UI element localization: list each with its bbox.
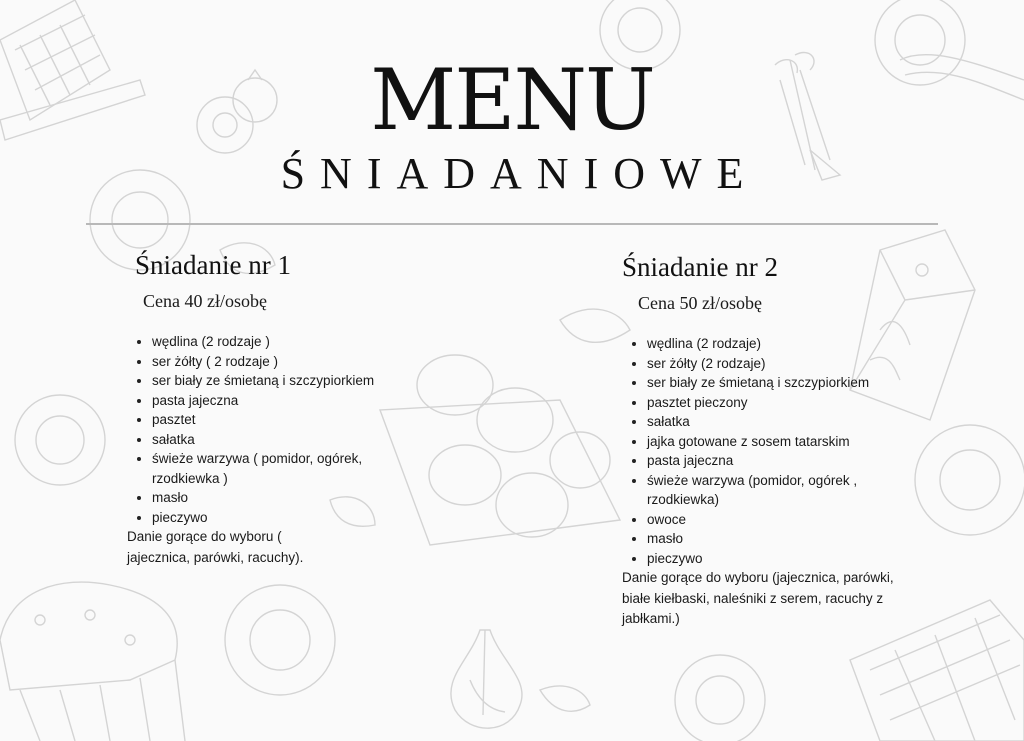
list-item: wędlina (2 rodzaje ) <box>127 332 447 352</box>
divider-line <box>86 223 938 225</box>
list-item: wędlina (2 rodzaje) <box>622 334 942 354</box>
list-item: pasta jajeczna <box>622 451 942 471</box>
breakfast-1-price: Cena 40 zł/osobę <box>143 291 267 311</box>
list-item: sałatka <box>127 430 447 450</box>
list-item: ser żółty (2 rodzaje) <box>622 354 942 374</box>
breakfast-2-hot-dish-note: Danie gorące do wyboru (jajecznica, parówki, białe kiełbaski, naleśniki z serem, racuchy z jabłkami.) <box>622 570 894 626</box>
list-item: pasztet <box>127 410 447 430</box>
list-item: pasztet pieczony <box>622 393 942 413</box>
list-item: ser biały ze śmietaną i szczypiorkiem <box>622 373 942 393</box>
list-item: masło <box>127 488 447 508</box>
list-item: masło <box>622 529 942 549</box>
menu-subtitle: ŚNIADANIOWE <box>280 149 759 198</box>
breakfast-1-section <box>127 248 447 568</box>
breakfast-2-items <box>622 334 942 568</box>
garlic-icon <box>451 630 590 728</box>
list-item: świeże warzywa ( pomidor, ogórek, rzodkiewka ) <box>127 449 402 488</box>
list-item: ser biały ze śmietaną i szczypiorkiem <box>127 371 447 391</box>
list-item: ser żółty ( 2 rodzaje ) <box>127 352 447 372</box>
list-item: owoce <box>622 510 942 530</box>
breakfast-2-price: Cena 50 zł/osobę <box>638 293 762 313</box>
menu-title: MENU <box>370 51 654 149</box>
list-item: pieczywo <box>622 549 942 569</box>
breakfast-2-section <box>622 250 942 630</box>
breakfast-1-title: Śniadanie nr 1 <box>135 250 291 280</box>
list-item: sałatka <box>622 412 942 432</box>
breakfast-1-items <box>127 332 447 527</box>
list-item: świeże warzywa (pomidor, ogórek , rzodkiewka) <box>622 471 887 510</box>
list-item: pasta jajeczna <box>127 391 447 411</box>
breakfast-1-hot-dish-note: Danie gorące do wyboru ( jajecznica, parówki, racuchy). <box>127 529 304 565</box>
breakfast-2-title: Śniadanie nr 2 <box>622 252 778 282</box>
list-item: jajka gotowane z sosem tatarskim <box>622 432 942 452</box>
list-item: pieczywo <box>127 508 447 528</box>
muffin-icon <box>0 582 185 741</box>
